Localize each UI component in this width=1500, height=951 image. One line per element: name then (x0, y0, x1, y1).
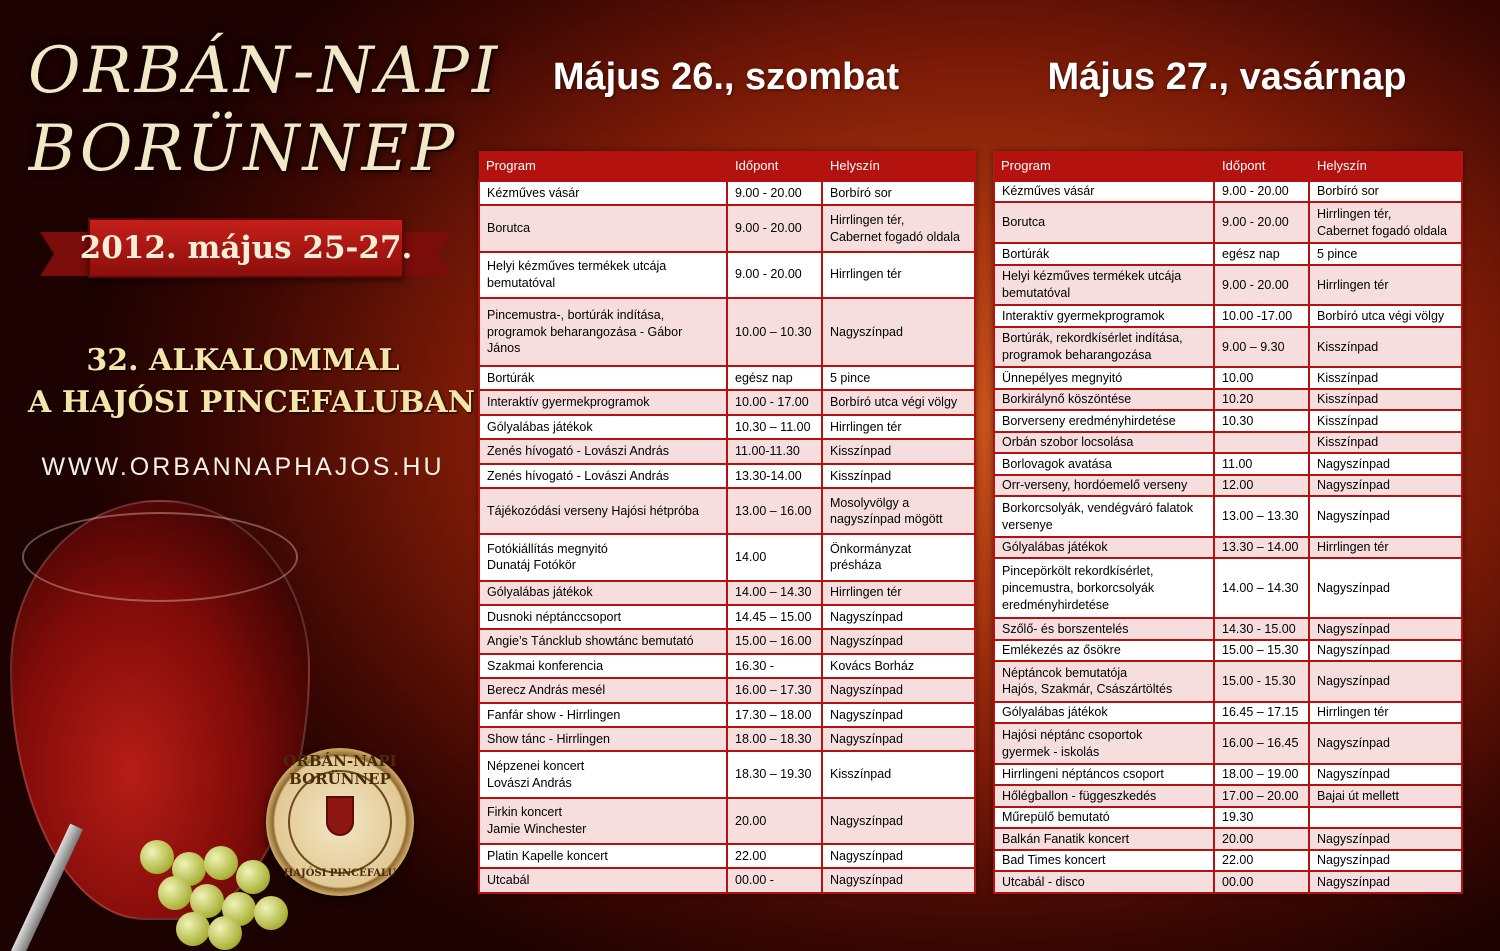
table-row (479, 581, 975, 605)
table-row (994, 327, 1462, 368)
table-row (994, 432, 1462, 453)
table-row (994, 850, 1462, 871)
cell-place: Kisszínpad (822, 464, 975, 488)
cell-time: 17.00 – 20.00 (1214, 785, 1309, 806)
cell-program: Kézműves vásár (479, 181, 727, 205)
cell-program: Pincepörkölt rekordkísérlet, pincemustra, borkorcsolyák eredményhirdetése (994, 558, 1214, 618)
cell-program: Néptáncok bemutatója Hajós, Szakmár, Császártöltés (994, 661, 1214, 702)
cell-time: 10.00 – 10.30 (727, 298, 822, 366)
cell-program: Gólyalábas játékok (479, 581, 727, 605)
cell-time: 10.00 -17.00 (1214, 305, 1309, 326)
grape-image (236, 860, 270, 894)
table-row (479, 654, 975, 678)
occasion-line1: 32. ALKALOMMAL (86, 343, 400, 378)
cell-program: Interaktív gyermekprogramok (479, 390, 727, 414)
table-row (994, 640, 1462, 661)
table-row (479, 605, 975, 629)
table-row (479, 703, 975, 727)
cell-place: Nagyszínpad (822, 605, 975, 629)
table-row (994, 702, 1462, 723)
table-row (479, 181, 975, 205)
table-row (994, 618, 1462, 639)
day2-title: Május 27., vasárnap (1047, 56, 1407, 98)
table-row (994, 265, 1462, 306)
cell-time: 9.00 - 20.00 (727, 252, 822, 298)
table-body-day2 (994, 181, 1462, 893)
cell-program: Zenés hívogató - Lovászi András (479, 439, 727, 463)
table-row (479, 751, 975, 797)
cell-place: Hirrlingen tér (1309, 537, 1462, 558)
cell-program: Fotókiállítás megnyitó Dunatáj Fotókör (479, 534, 727, 580)
cell-time: 14.45 – 15.00 (727, 605, 822, 629)
cell-time: 9.00 - 20.00 (1214, 181, 1309, 202)
table-row (479, 844, 975, 868)
cell-program: Műrepülő bemutató (994, 807, 1214, 828)
cell-time: 20.00 (727, 798, 822, 844)
cell-place: Hirrlingen tér, Cabernet fogadó oldala (1309, 202, 1462, 243)
grape-image (254, 896, 288, 930)
grape-image (204, 846, 238, 880)
cell-program: Pincemustra-, bortúrák indítása, programok beharangozása - Gábor János (479, 298, 727, 366)
cell-program: Borutca (994, 202, 1214, 243)
cell-place: Hirrlingen tér (1309, 702, 1462, 723)
cell-place: Nagyszínpad (822, 727, 975, 751)
cell-program: Borutca (479, 205, 727, 251)
table-row (994, 785, 1462, 806)
table-row (479, 439, 975, 463)
cell-time: 14.00 – 14.30 (727, 581, 822, 605)
table-row (994, 871, 1462, 893)
cell-place: Nagyszínpad (1309, 871, 1462, 893)
table-row (994, 764, 1462, 785)
grape-image (208, 916, 242, 950)
table-row (994, 202, 1462, 243)
cell-time: 9.00 – 9.30 (1214, 327, 1309, 368)
cell-place: Nagyszínpad (1309, 475, 1462, 496)
table-row (479, 488, 975, 534)
seal-glass-icon (326, 796, 354, 836)
cell-place: Nagyszínpad (1309, 496, 1462, 537)
cell-program: Bortúrák, rekordkísérlet indítása, programok beharangozása (994, 327, 1214, 368)
cell-place: Nagyszínpad (822, 678, 975, 702)
cell-place: Nagyszínpad (1309, 723, 1462, 764)
cell-time: 13.00 – 13.30 (1214, 496, 1309, 537)
cell-time: 10.00 (1214, 367, 1309, 388)
cell-program: Szőlő- és borszentelés (994, 618, 1214, 639)
cell-time: 9.00 - 20.00 (727, 205, 822, 251)
cell-program: Fanfár show - Hirrlingen (479, 703, 727, 727)
table-row (479, 678, 975, 702)
column-header-program: Program (479, 151, 727, 181)
ribbon-body (79, 218, 413, 278)
cell-place: Borbíró utca végi völgy (822, 390, 975, 414)
table-row (479, 252, 975, 298)
cell-place: Nagyszínpad (822, 629, 975, 653)
cell-place: 5 pince (1309, 243, 1462, 264)
column-header-time: Időpont (1214, 151, 1309, 181)
cell-time: 17.30 – 18.00 (727, 703, 822, 727)
cell-time: 00.00 - (727, 868, 822, 893)
cell-time: 18.30 – 19.30 (727, 751, 822, 797)
cell-place: Borbíró utca végi völgy (1309, 305, 1462, 326)
cell-time: 10.30 (1214, 410, 1309, 431)
cell-time: 11.00-11.30 (727, 439, 822, 463)
cell-time: 18.00 – 18.30 (727, 727, 822, 751)
cell-place: Kisszínpad (822, 439, 975, 463)
column-header-place: Helyszín (1309, 151, 1462, 181)
schedule-table-day2 (993, 151, 1463, 894)
cell-time: 13.00 – 16.00 (727, 488, 822, 534)
cell-program: Gólyalábas játékok (479, 415, 727, 439)
table-body-day1 (479, 181, 975, 893)
cell-program: Show tánc - Hirrlingen (479, 727, 727, 751)
table-row (994, 389, 1462, 410)
cell-program: Emlékezés az ősökre (994, 640, 1214, 661)
cell-place: Kisszínpad (1309, 389, 1462, 410)
cell-program: Firkin koncert Jamie Winchester (479, 798, 727, 844)
cell-place: 5 pince (822, 366, 975, 390)
cell-place: Nagyszínpad (822, 703, 975, 727)
cell-time: 12.00 (1214, 475, 1309, 496)
table-row (994, 243, 1462, 264)
cell-time: 9.00 - 20.00 (1214, 202, 1309, 243)
column-header-place: Helyszín (822, 151, 975, 181)
seal-text-bottom: HAJÓSI PINCEFALU (283, 868, 397, 879)
table-row (994, 828, 1462, 849)
cell-program: Balkán Fanatik koncert (994, 828, 1214, 849)
cell-program: Bortúrák (479, 366, 727, 390)
cell-program: Ünnepélyes megnyitó (994, 367, 1214, 388)
cell-time: 13.30 – 14.00 (1214, 537, 1309, 558)
table-row (994, 305, 1462, 326)
festival-title-line1: ORBÁN-NAPI (28, 34, 501, 108)
table-row (994, 807, 1462, 828)
cell-place: Kisszínpad (1309, 410, 1462, 431)
cell-place: Nagyszínpad (1309, 640, 1462, 661)
table-row (479, 366, 975, 390)
cell-time: 14.00 – 14.30 (1214, 558, 1309, 618)
cell-place: Kisszínpad (822, 751, 975, 797)
table-header-row (479, 151, 975, 181)
festival-seal-logo (266, 748, 414, 896)
table-row (479, 727, 975, 751)
table-row (994, 661, 1462, 702)
cell-place: Nagyszínpad (822, 844, 975, 868)
grape-image (140, 840, 174, 874)
cell-time: 00.00 (1214, 871, 1309, 893)
cell-program: Borverseny eredményhirdetése (994, 410, 1214, 431)
cell-time: 11.00 (1214, 453, 1309, 474)
cell-program: Népzenei koncert Lovászi András (479, 751, 727, 797)
cell-program: Utcabál (479, 868, 727, 893)
cell-program: Angie’s Táncklub showtánc bemutató (479, 629, 727, 653)
cell-program: Helyi kézműves termékek utcája bemutatóval (994, 265, 1214, 306)
cell-time: 20.00 (1214, 828, 1309, 849)
cell-place: Nagyszínpad (1309, 558, 1462, 618)
cell-time: 18.00 – 19.00 (1214, 764, 1309, 785)
cell-place: Nagyszínpad (1309, 618, 1462, 639)
cell-program: Bortúrák (994, 243, 1214, 264)
festival-title-line2: BORÜNNEP (28, 112, 458, 186)
cell-place: Borbíró sor (822, 181, 975, 205)
table-row (994, 723, 1462, 764)
table-header-row (994, 151, 1462, 181)
cell-time: 14.30 - 15.00 (1214, 618, 1309, 639)
cell-time: 22.00 (727, 844, 822, 868)
table-row (994, 453, 1462, 474)
cell-time: 9.00 - 20.00 (727, 181, 822, 205)
event-date: 2012. május 25-27. (79, 230, 413, 266)
schedule-table-day1 (478, 151, 976, 894)
cell-program: Borlovagok avatása (994, 453, 1214, 474)
cell-time (1214, 432, 1309, 453)
cell-time: 14.00 (727, 534, 822, 580)
cell-time: 22.00 (1214, 850, 1309, 871)
cell-program: Hirrlingeni néptáncos csoport (994, 764, 1214, 785)
table-row (479, 298, 975, 366)
cell-time: 16.00 – 16.45 (1214, 723, 1309, 764)
table-row (479, 415, 975, 439)
cell-place: Nagyszínpad (1309, 828, 1462, 849)
cell-program: Gólyalábas játékok (994, 537, 1214, 558)
cell-place (1309, 807, 1462, 828)
cell-time: 19.30 (1214, 807, 1309, 828)
cell-time: egész nap (727, 366, 822, 390)
cell-place: Hirrlingen tér (822, 581, 975, 605)
cell-program: Berecz András mesél (479, 678, 727, 702)
cell-place: Hirrlingen tér (822, 252, 975, 298)
table-row (479, 798, 975, 844)
cell-time: 13.30-14.00 (727, 464, 822, 488)
cell-program: Tájékozódási verseny Hajósi hétpróba (479, 488, 727, 534)
cell-program: Helyi kézműves termékek utcája bemutatóval (479, 252, 727, 298)
cell-program: Bad Times koncert (994, 850, 1214, 871)
cell-program: Gólyalábas játékok (994, 702, 1214, 723)
cell-place: Nagyszínpad (1309, 850, 1462, 871)
cell-program: Hajósi néptánc csoportok gyermek - iskolás (994, 723, 1214, 764)
cell-place: Nagyszínpad (822, 798, 975, 844)
table-row (994, 367, 1462, 388)
table-row (479, 390, 975, 414)
website-url: WWW.ORBANNAPHAJOS.HU (41, 453, 445, 481)
cell-time: 10.00 - 17.00 (727, 390, 822, 414)
cell-time: 16.00 – 17.30 (727, 678, 822, 702)
table-row (479, 629, 975, 653)
cell-place: Önkormányzat présháza (822, 534, 975, 580)
cell-place: Kisszínpad (1309, 432, 1462, 453)
cell-program: Borkirálynő köszöntése (994, 389, 1214, 410)
cell-program: Interaktív gyermekprogramok (994, 305, 1214, 326)
table-row (479, 534, 975, 580)
cell-program: Platin Kapelle koncert (479, 844, 727, 868)
cell-place: Nagyszínpad (822, 868, 975, 893)
table-row (994, 475, 1462, 496)
wine-glass-rim (22, 512, 298, 602)
cell-place: Nagyszínpad (1309, 453, 1462, 474)
cell-time: 15.00 - 15.30 (1214, 661, 1309, 702)
grape-image (176, 912, 210, 946)
column-header-program: Program (994, 151, 1214, 181)
cell-time: 15.00 – 16.00 (727, 629, 822, 653)
cell-time: 10.30 – 11.00 (727, 415, 822, 439)
cell-time: 16.30 - (727, 654, 822, 678)
cell-program: Borkorcsolyák, vendégváró falatok versenye (994, 496, 1214, 537)
cell-place: Kisszínpad (1309, 367, 1462, 388)
date-ribbon (40, 212, 452, 286)
seal-text-top: ORBÁN-NAPI BORÜNNEP (283, 752, 397, 788)
cell-place: Mosolyvölgy a nagyszínpad mögött (822, 488, 975, 534)
cell-place: Nagyszínpad (822, 298, 975, 366)
cell-time: 15.00 – 15.30 (1214, 640, 1309, 661)
table-row (994, 496, 1462, 537)
cell-time: 10.20 (1214, 389, 1309, 410)
cell-place: Nagyszínpad (1309, 764, 1462, 785)
table-row (994, 558, 1462, 618)
table-row (994, 537, 1462, 558)
occasion-line2: A HAJÓSI PINCEFALUBAN (28, 385, 476, 420)
table-row (479, 464, 975, 488)
grape-image (158, 876, 192, 910)
table-row (479, 868, 975, 893)
cell-place: Hirrlingen tér (822, 415, 975, 439)
cell-program: Kézműves vásár (994, 181, 1214, 202)
table-row (479, 205, 975, 251)
cell-time: egész nap (1214, 243, 1309, 264)
cell-program: Hőlégballon - függeszkedés (994, 785, 1214, 806)
cell-place: Kovács Borház (822, 654, 975, 678)
cell-program: Dusnoki néptánccsoport (479, 605, 727, 629)
cell-program: Utcabál - disco (994, 871, 1214, 893)
cell-place: Hirrlingen tér, Cabernet fogadó oldala (822, 205, 975, 251)
cell-program: Orr-verseny, hordóemelő verseny (994, 475, 1214, 496)
table-row (994, 181, 1462, 202)
column-header-time: Időpont (727, 151, 822, 181)
cell-program: Orbán szobor locsolása (994, 432, 1214, 453)
cell-program: Zenés hívogató - Lovászi András (479, 464, 727, 488)
cell-place: Bajai út mellett (1309, 785, 1462, 806)
cell-place: Hirrlingen tér (1309, 265, 1462, 306)
cell-program: Szakmai konferencia (479, 654, 727, 678)
day1-title: Május 26., szombat (552, 56, 900, 98)
cell-time: 16.45 – 17.15 (1214, 702, 1309, 723)
cell-place: Borbíró sor (1309, 181, 1462, 202)
cell-place: Nagyszínpad (1309, 661, 1462, 702)
cell-place: Kisszínpad (1309, 327, 1462, 368)
table-row (994, 410, 1462, 431)
cell-time: 9.00 - 20.00 (1214, 265, 1309, 306)
